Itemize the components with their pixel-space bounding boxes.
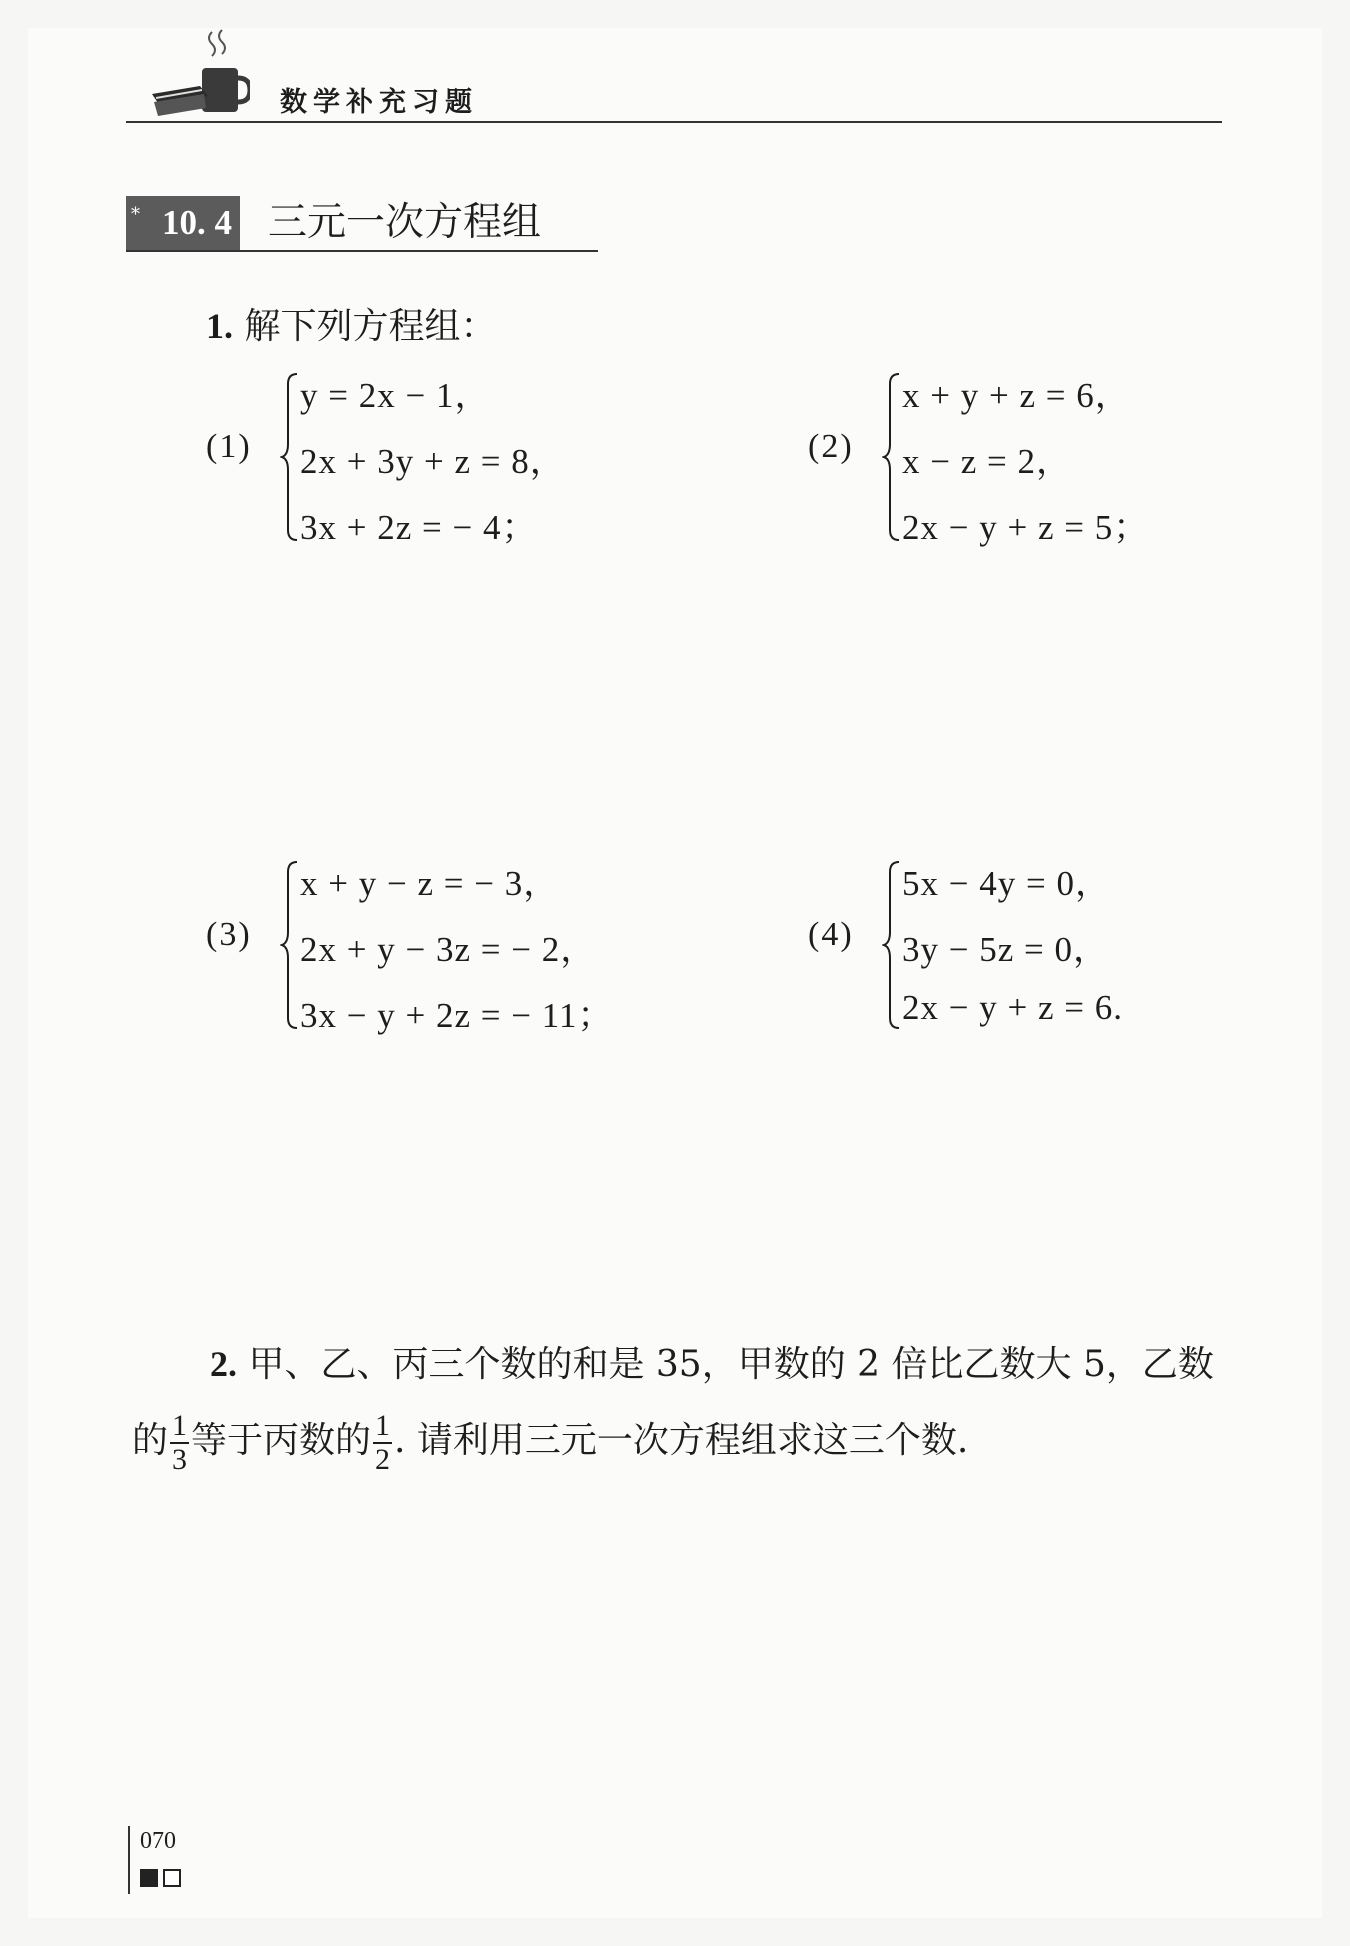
left-brace-icon	[882, 372, 902, 542]
equation: 2x + y − 3z = − 2，	[300, 930, 597, 969]
equation: 5x − 4y = 0，	[902, 864, 1111, 903]
problem-1-prompt	[206, 298, 496, 349]
header-rule	[126, 121, 1222, 123]
problem-1-number: 1.	[206, 306, 233, 346]
empty-square-icon	[163, 1869, 181, 1887]
equation: x − z = 2，	[902, 442, 1073, 481]
equation: x + y − z = − 3，	[300, 864, 560, 903]
equation: 2x − y + z = 5；	[902, 508, 1150, 547]
problem-2-text: 等于丙数的	[191, 1420, 372, 1461]
footer-rule	[128, 1826, 130, 1894]
problem-1-text: 解下列方程组：	[244, 306, 497, 347]
problem-2-number: 2.	[210, 1344, 237, 1384]
problem-2-text: . 请利用三元一次方程组求这三个数.	[394, 1420, 969, 1461]
section-title: 三元一次方程组	[268, 200, 542, 245]
fraction-numerator: 1	[375, 1409, 391, 1442]
fraction-numerator: 1	[172, 1409, 188, 1442]
system-label: (1)	[206, 428, 252, 465]
problem-2-text: 的	[132, 1420, 169, 1461]
equation: y = 2x − 1，	[300, 376, 491, 415]
equation: x + y + z = 6，	[902, 376, 1131, 415]
system-label: (2)	[808, 428, 854, 465]
page-number: 070	[140, 1828, 176, 1854]
problem-2-line-1	[210, 1336, 1214, 1387]
fraction-denominator: 3	[172, 1443, 188, 1476]
equation: 2x + 3y + z = 8，	[300, 442, 566, 481]
fraction-one-half	[373, 1410, 392, 1476]
fraction-denominator: 2	[375, 1443, 391, 1476]
equation: 3x − y + 2z = − 11；	[300, 996, 614, 1035]
equation: 3x + 2z = − 4；	[300, 508, 538, 547]
left-brace-icon	[882, 860, 902, 1030]
left-brace-icon	[280, 860, 300, 1030]
section-star: *	[131, 204, 140, 225]
header-title: 数学补充习题	[280, 87, 478, 118]
system-label: (4)	[808, 916, 854, 953]
equation: 3y − 5z = 0，	[902, 930, 1110, 969]
fraction-one-third	[170, 1410, 189, 1476]
system-label: (3)	[206, 916, 252, 953]
section-rule	[126, 250, 598, 252]
book-and-cup-icon	[150, 28, 250, 118]
left-brace-icon	[280, 372, 300, 542]
filled-square-icon	[140, 1869, 158, 1887]
equation: 2x − y + z = 6.	[902, 988, 1124, 1027]
problem-2-line-2	[132, 1410, 968, 1490]
section-number: 10. 4	[126, 196, 240, 250]
problem-2-text: 甲、乙、丙三个数的和是 35，甲数的 2 倍比乙数大 5，乙数	[248, 1344, 1214, 1385]
